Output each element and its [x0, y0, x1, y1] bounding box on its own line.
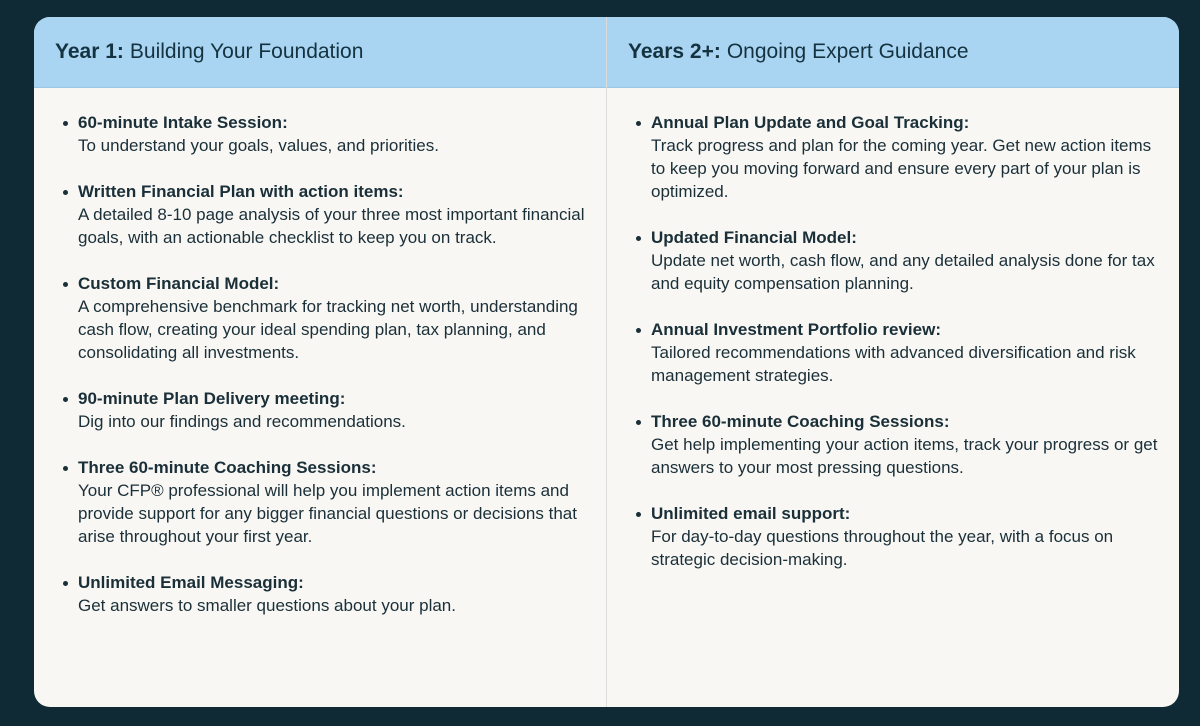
item-description: Dig into our findings and recommendations.	[78, 412, 406, 431]
years2-list	[607, 88, 1179, 594]
item-title: Unlimited Email Messaging:	[78, 573, 304, 592]
item-description: A comprehensive benchmark for tracking net worth, understanding cash flow, creating your ideal spending plan, tax planning, and consolidating all investments.	[78, 297, 578, 362]
item-title: Custom Financial Model:	[78, 274, 280, 293]
item-description: Update net worth, cash flow, and any detailed analysis done for tax and equity compensation planning.	[651, 251, 1155, 293]
list-item	[634, 226, 1159, 295]
services-comparison-card	[34, 17, 1179, 707]
list-item	[61, 272, 586, 364]
list-item	[634, 111, 1159, 203]
year1-header-title: Building Your Foundation	[129, 40, 364, 63]
item-title: 60-minute Intake Session:	[78, 113, 288, 132]
list-item	[61, 571, 586, 617]
year1-column	[34, 17, 606, 707]
years2-column	[606, 17, 1179, 707]
years2-header-title: Ongoing Expert Guidance	[726, 40, 969, 63]
list-item	[61, 180, 586, 249]
item-title: 90-minute Plan Delivery meeting:	[78, 389, 346, 408]
item-description: Get answers to smaller questions about your plan.	[78, 596, 456, 615]
list-item	[634, 318, 1159, 387]
list-item	[61, 456, 586, 548]
item-title: Annual Investment Portfolio review:	[651, 320, 941, 339]
item-title: Updated Financial Model:	[651, 228, 857, 247]
item-description: For day-to-day questions throughout the year, with a focus on strategic decision-making.	[651, 527, 1114, 569]
list-item	[634, 410, 1159, 479]
item-title: Unlimited email support:	[651, 504, 851, 523]
years2-header	[607, 17, 1179, 88]
list-item	[61, 387, 586, 433]
item-title: Three 60-minute Coaching Sessions:	[78, 458, 377, 477]
list-item	[61, 111, 586, 157]
year1-list	[34, 88, 606, 640]
item-description: A detailed 8-10 page analysis of your three most important financial goals, with an actionable checklist to keep you on track.	[78, 205, 585, 247]
year1-header	[34, 17, 606, 88]
list-item	[634, 502, 1159, 571]
item-description: Get help implementing your action items, track your progress or get answers to your most pressing questions.	[651, 435, 1158, 477]
item-title: Written Financial Plan with action items:	[78, 182, 404, 201]
item-description: Your CFP® professional will help you implement action items and provide support for any bigger financial questions or decisions that arise throughout your first year.	[78, 481, 577, 546]
item-title: Annual Plan Update and Goal Tracking:	[651, 113, 970, 132]
item-description: Tailored recommendations with advanced diversification and risk management strategies.	[651, 343, 1136, 385]
year1-header-lead: Year 1:	[55, 40, 124, 63]
item-description: Track progress and plan for the coming year. Get new action items to keep you moving forward and ensure every part of your plan is optimized.	[651, 136, 1152, 201]
years2-header-lead: Years 2+:	[628, 40, 721, 63]
item-description: To understand your goals, values, and priorities.	[78, 136, 439, 155]
item-title: Three 60-minute Coaching Sessions:	[651, 412, 950, 431]
